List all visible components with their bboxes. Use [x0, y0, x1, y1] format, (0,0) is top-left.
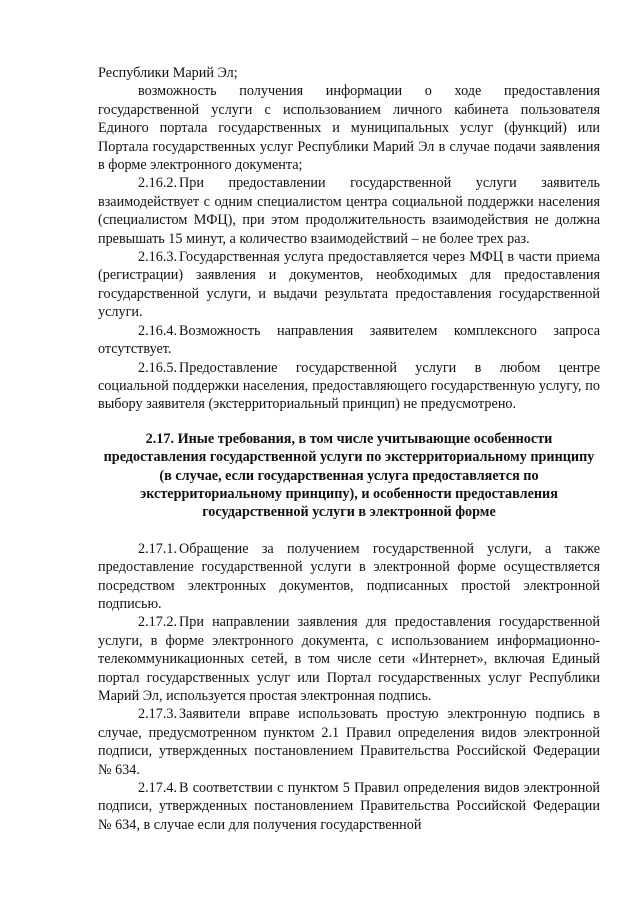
paragraph-text: В соответствии с пунктом 5 Правил определения видов электронной подписи, утвержденных постановлением Правительства Российской Федерации № 634, в случае если для получения государственной — [98, 780, 600, 833]
paragraph-text: При предоставлении государственной услуги заявитель взаимодействует с одним специалистом центра социальной поддержки населения (специалистом МФЦ), при этом продолжительность взаимодействия не должна превышать 15 минут, а количество взаимодействий – не более трех раз. — [98, 175, 600, 247]
paragraph-number: 2.16.3. — [138, 249, 178, 266]
paragraph-text: Республики Марий Эл; — [98, 65, 238, 81]
paragraph-number: 2.17.2. — [138, 614, 178, 631]
paragraph-group-2-17 — [98, 540, 600, 835]
paragraph — [98, 174, 600, 248]
paragraph-text: При направлении заявления для предоставления государственной услуги, в форме электронного документа, с использованием информационно-телекоммуникационных сетей, в том числе сети «Интернет», включая Единый портал государственных услуг или Портал государственных услуг Республики Марий Эл, используется простая электронная подпись. — [98, 614, 600, 704]
paragraph-number: 2.16.2. — [138, 175, 178, 192]
paragraph-text: Государственная услуга предоставляется через МФЦ в части приема (регистрации) заявления и документов, необходимых для предоставления государственной услуги, и выдачи результата предоставления государственной услуги. — [98, 249, 600, 321]
paragraph-number: 2.17.1. — [138, 540, 178, 557]
paragraph-text: Возможность направления заявителем комплексного запроса отсутствует. — [98, 322, 600, 358]
paragraph-text: Предоставление государственной услуги в любом центре социальной поддержки населения, предоставляющего государственную услугу, по выбору заявителя (экстерриториальный принцип) не предусмотрено. — [98, 359, 600, 413]
paragraph-number: 2.17.4. — [138, 780, 178, 797]
paragraph — [98, 540, 600, 614]
paragraph-number: 2.17.3. — [138, 706, 178, 723]
paragraph-number: 2.16.4. — [138, 322, 178, 339]
section-heading-2-17: 2.17. Иные требования, в том числе учитывающие особенности предоставления государственной услуги по экстерриториальному принципу (в случае, если государственная услуга предоставляется по экстерриториальному принципу), и особенности предоставления государственной услуги в электронной форме — [103, 430, 595, 521]
paragraph — [98, 613, 600, 705]
paragraph — [98, 322, 600, 359]
paragraph — [98, 779, 600, 834]
paragraph — [98, 82, 600, 174]
document-body — [98, 64, 600, 834]
paragraph-text: возможность получения информации о ходе предоставления государственной услуги с использованием личного кабинета пользователя Единого портала государственных и муниципальных услуг (функций) или Портала государственных услуг Республики Марий Эл в случае подачи заявления в форме электронного документа; — [98, 83, 600, 174]
paragraph-number: 2.16.5. — [138, 359, 178, 376]
paragraph — [98, 64, 600, 82]
paragraph-text: Заявители вправе использовать простую электронную подпись в случае, предусмотренном пунктом 2.1 Правил определения видов электронной подписи, утвержденных постановлением Правительства Российской Федерации № 634. — [98, 706, 600, 778]
paragraph-text: Обращение за получением государственной услуги, а также предоставление государственной услуги в электронной форме осуществляется посредством электронных документов, подписанных простой электронной подписью. — [98, 540, 600, 612]
paragraph — [98, 359, 600, 414]
paragraph — [98, 705, 600, 779]
paragraph — [98, 248, 600, 322]
paragraph-group-2-16 — [98, 64, 600, 414]
